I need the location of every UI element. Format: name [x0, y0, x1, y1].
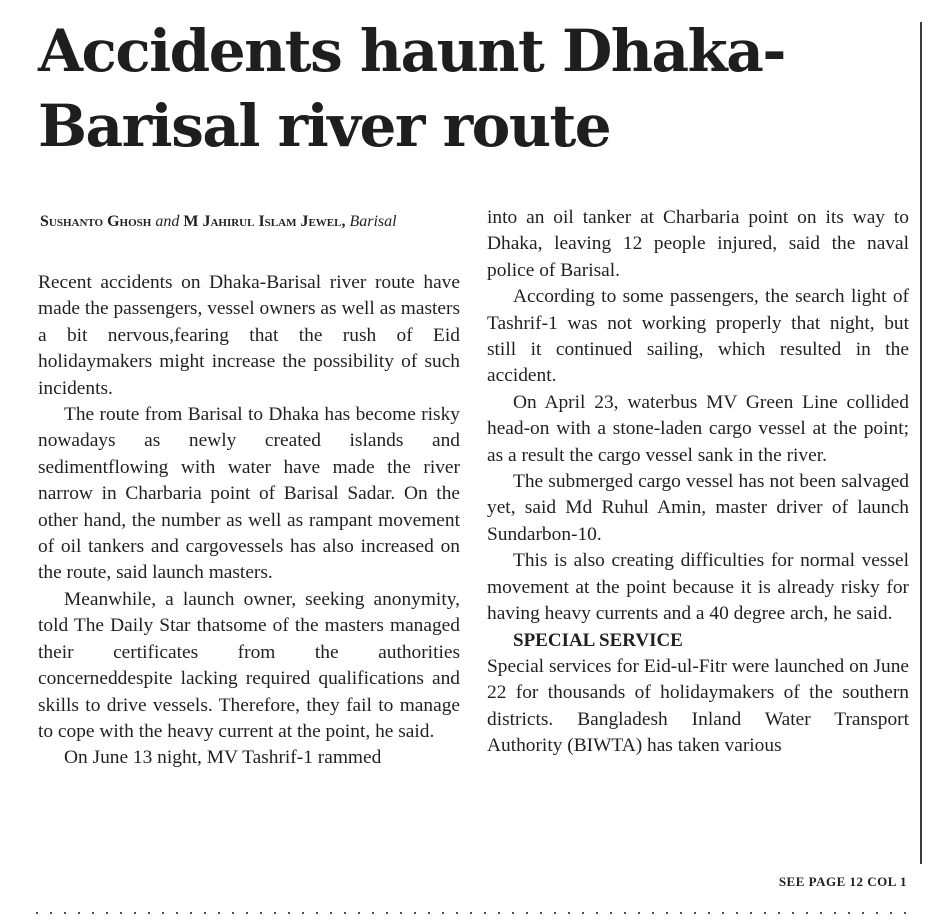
continuation-note: SEE PAGE 12 COL 1 — [778, 874, 907, 889]
paragraph: into an oil tanker at Charbaria point on its way to Dhaka, leaving 12 people injured, said the naval police of Barisal. — [487, 207, 909, 281]
byline-conjunction: and — [155, 213, 180, 230]
paragraph: On April 23, waterbus MV Green Line collided head-on with a stone-laden cargo vessel at the point; as a result the cargo vessel sank in the river. — [487, 391, 909, 466]
article-column-1 — [38, 270, 460, 772]
paragraph: Recent accidents on Dhaka-Barisal river route have made the passengers, vessel owners as well as masters a bit nervous,fearing that the rush of Eid holidaymakers might increase the possibility of such incidents. — [38, 272, 460, 399]
article-column-2 — [487, 205, 909, 760]
byline — [40, 212, 470, 232]
paragraph: On June 13 night, MV Tashrif-1 rammed — [64, 747, 382, 769]
byline-location: Barisal — [349, 213, 397, 230]
paragraph: Special services for Eid-ul-Fitr were launched on June 22 for thousands of holidaymakers of the southern districts. Bangladesh Inland Water Transport Authority (BIWTA) has taken various — [487, 655, 909, 757]
author-name: Sushanto Ghosh — [40, 213, 152, 230]
paragraph: This is also creating difficulties for normal vessel movement at the point because it is already risky for having heavy currents and a 40 degree arch, he said. — [487, 550, 909, 625]
paragraph: Meanwhile, a launch owner, seeking anonymity, told The Daily Star thatsome of the masters managed their certificates from the authorities concerneddespite lacking required qualifications and skills to drive vessels. Therefore, they fail to manage to cope with the heavy current at the point, he said. — [38, 588, 460, 742]
paragraph: The submerged cargo vessel has not been salvaged yet, said Md Ruhul Amin, master driver of launch Sundarbon-10. — [487, 471, 909, 545]
dotted-divider — [30, 912, 910, 914]
author-name: M Jahirul Islam Jewel, — [183, 213, 346, 230]
section-subhead: SPECIAL SERVICE — [513, 629, 683, 651]
paragraph: The route from Barisal to Dhaka has become risky nowadays as newly created islands and sedimentflowing with water have made the river narrow in Charbaria point of Barisal Sadar. On the other hand, the number as well as rampant movement of oil tankers and cargovessels has also increased on the route, said launch masters. — [38, 404, 460, 584]
column-rule — [920, 22, 922, 864]
paragraph: According to some passengers, the search light of Tashrif-1 was not working properly that night, but still it continued sailing, which resulted in the accident. — [487, 286, 909, 387]
headline: Accidents haunt Dhaka-Barisal river route — [38, 17, 785, 160]
